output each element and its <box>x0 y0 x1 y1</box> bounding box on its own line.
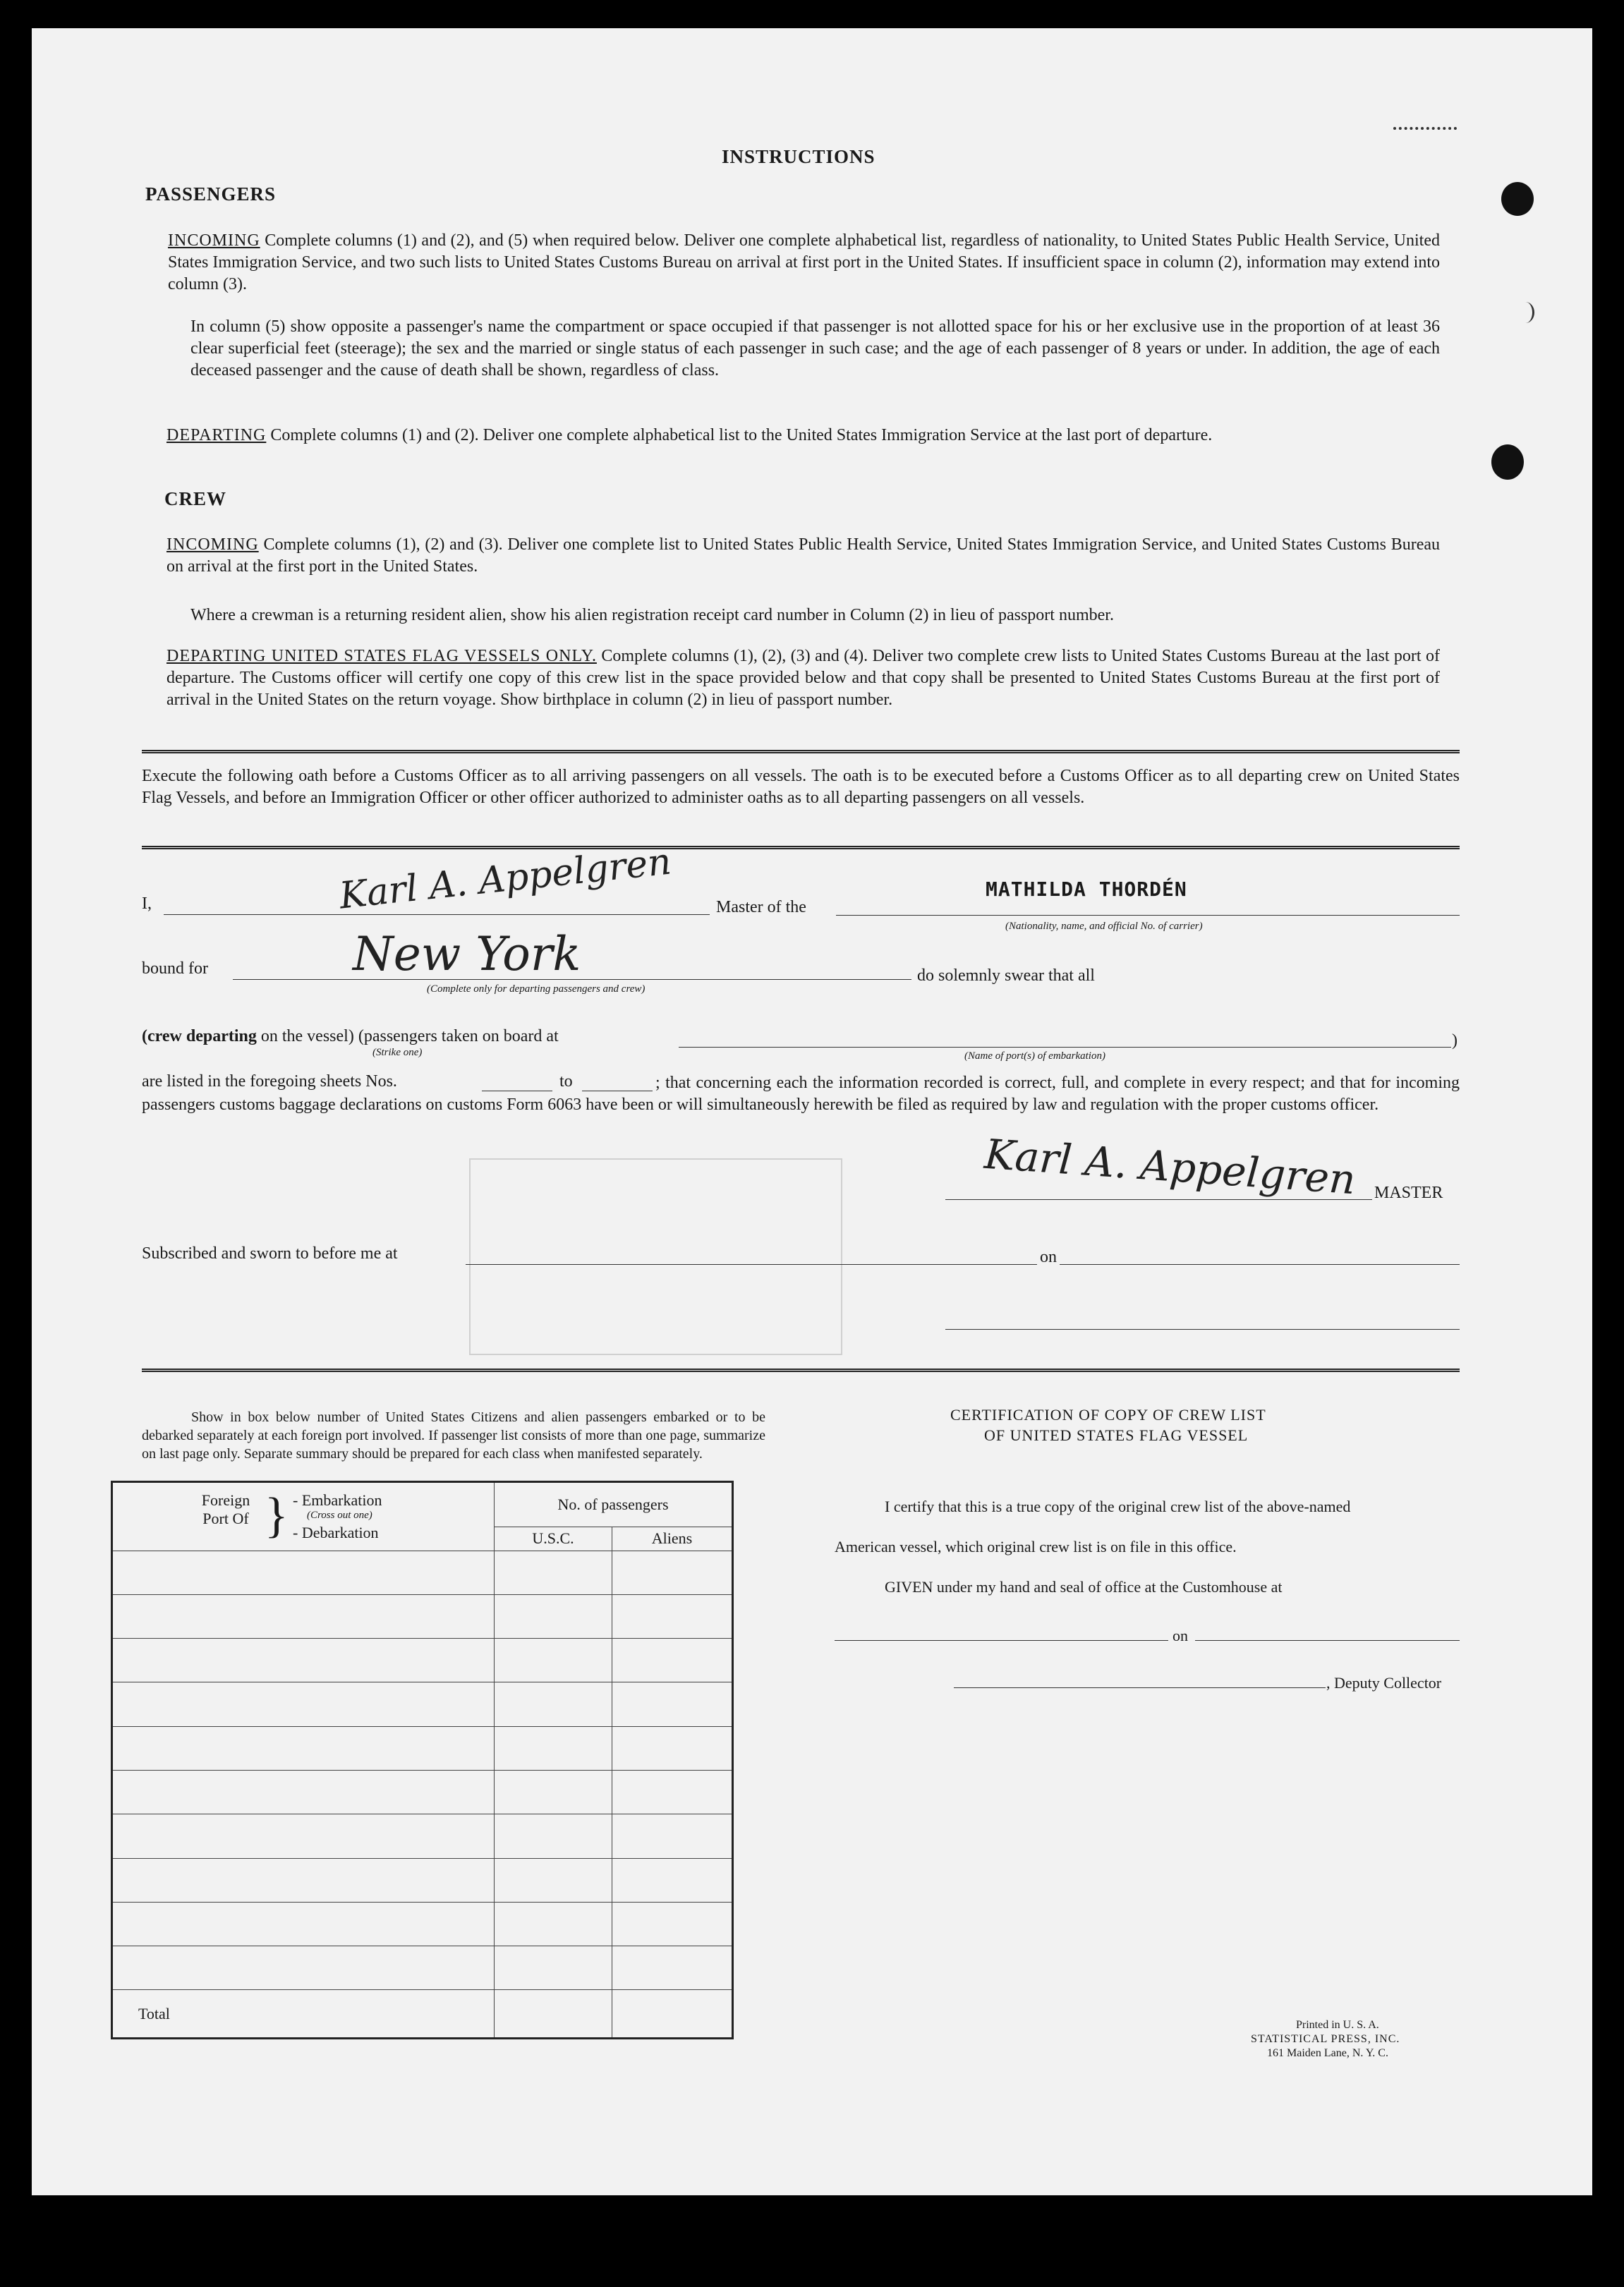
crew-departing-body: Complete columns (1), (2), (3) and (4). Deliver two complete crew lists to United States Customs Bureau at the last port of departure. The Customs officer will certify one copy of this crew list in the space provided below and that copy shall be presented to United States Customs Bureau at the first port of arrival in the United States on the return voyage. Show birthplace in column (2) in lieu of passport number. <box>166 647 1441 709</box>
port-cell[interactable] <box>112 1858 495 1902</box>
certification-line-1: I certify that this is a true copy of the original crew list of the above-named <box>885 1498 1351 1515</box>
vessel-caption: (Nationality, name, and official No. of carrier) <box>1005 921 1203 932</box>
oath-intro-text: Execute the following oath before a Customs Officer as to all arriving passengers on all vessels. The oath is to be executed before a Customs Officer as to all departing crew on United States Flag Vessels, and before an Immigration Officer or other officer authorized to administer oaths as to all departing passengers on all vessels. <box>142 767 1460 807</box>
debarkation-label: - Debarkation <box>293 1524 379 1541</box>
port-cell[interactable] <box>112 1639 495 1682</box>
aliens-cell[interactable] <box>612 1639 733 1682</box>
certification-title-1: CERTIFICATION OF COPY OF CREW LIST <box>950 1406 1266 1424</box>
aliens-cell[interactable] <box>612 1682 733 1726</box>
foreign-port-header <box>112 1482 495 1551</box>
departing-flag-label: DEPARTING UNITED STATES FLAG VESSELS ONLY. <box>166 647 597 665</box>
printer-line-3: 161 Maiden Lane, N. Y. C. <box>1267 2047 1388 2059</box>
no-passengers-header: No. of passengers <box>495 1482 733 1527</box>
aliens-header: Aliens <box>612 1527 733 1551</box>
total-label: Total <box>112 1990 495 2039</box>
edge-speck <box>1393 127 1457 134</box>
section-divider <box>142 1369 1460 1372</box>
bound-for-label: bound for <box>142 959 208 978</box>
usc-cell[interactable] <box>495 1902 612 1946</box>
certification-date-field[interactable] <box>1195 1640 1460 1641</box>
incoming-label: INCOMING <box>168 231 260 250</box>
passenger-summary-table <box>111 1481 734 2039</box>
strike-one-caption: (Strike one) <box>372 1047 423 1058</box>
sworn-on-label: on <box>1040 1248 1057 1266</box>
port-cell[interactable] <box>112 1726 495 1770</box>
aliens-cell[interactable] <box>612 1858 733 1902</box>
master-signature-2: Karl A. Appelgren <box>983 1129 1357 1204</box>
port-cell[interactable] <box>112 1814 495 1858</box>
ink-blot <box>1501 182 1534 216</box>
vessel-field[interactable] <box>836 915 1460 916</box>
certification-line-3: GIVEN under my hand and seal of office at the Customhouse at <box>885 1578 1283 1596</box>
master-name-field[interactable] <box>164 914 710 915</box>
embarkation-label: - Embarkation <box>293 1491 382 1509</box>
page-title: INSTRUCTIONS <box>722 146 875 167</box>
destination-caption: (Complete only for departing passengers and crew) <box>427 983 646 995</box>
port-caption: (Name of port(s) of embarkation) <box>964 1050 1105 1062</box>
aliens-cell[interactable] <box>612 1814 733 1858</box>
master-signature-line <box>945 1199 1372 1200</box>
crew-resident-text: Where a crewman is a returning resident alien, show his alien registration receipt card number in Column (2) in lieu of passport number. <box>190 606 1114 624</box>
officer-signature-field[interactable] <box>945 1329 1460 1330</box>
crew-incoming-body: Complete columns (1), (2) and (3). Deliver one complete list to United States Public Health Service, United States Immigration Service, and United States Customs Bureau on arrival at the first port in the United States. <box>166 535 1441 576</box>
port-cell[interactable] <box>112 1770 495 1814</box>
master-label: MASTER <box>1374 1184 1443 1202</box>
sheet-to-label: to <box>559 1072 573 1091</box>
crew-heading: CREW <box>164 488 227 509</box>
passengers-incoming-text <box>168 230 1440 296</box>
brace-icon: } <box>265 1488 289 1543</box>
usc-cell[interactable] <box>495 1682 612 1726</box>
port-cell[interactable] <box>112 1946 495 1990</box>
destination-handwritten: New York <box>353 927 581 981</box>
usc-cell[interactable] <box>495 1551 612 1594</box>
departing-label: DEPARTING <box>166 426 267 444</box>
aliens-cell[interactable] <box>612 1726 733 1770</box>
usc-cell[interactable] <box>495 1594 612 1638</box>
aliens-total-cell[interactable] <box>612 1990 733 2039</box>
usc-cell[interactable] <box>495 1858 612 1902</box>
passengers-column5-text: In column (5) show opposite a passenger's name the compartment or space occupied if that passenger is not allotted space for his or her exclusive use in the proportion of at least 36 clear superficial feet (steerage); the sex and the married or single status of each passenger in such case; and the age of each passenger of 8 years or under. In addition, the age of each deceased passenger and the cause of death shall be shown, regardless of class. <box>190 317 1440 380</box>
passengers-heading: PASSENGERS <box>145 183 277 205</box>
section-divider <box>142 750 1460 753</box>
passengers-incoming-body: Complete columns (1) and (2), and (5) when required below. Deliver one complete alphabetical list, regardless of nationality, to United States Public Health Service, United States Immigration Service, and two such lists to United States Customs Bureau on arrival at first port in the United States. If insufficient space in column (2), information may extend into column (3). <box>168 231 1440 293</box>
port-cell[interactable] <box>112 1682 495 1726</box>
certification-line-2: American vessel, which original crew list is on file in this office. <box>835 1538 1237 1555</box>
usc-cell[interactable] <box>495 1946 612 1990</box>
printer-line-2: STATISTICAL PRESS, INC. <box>1251 2033 1400 2045</box>
close-paren: ) <box>1452 1031 1458 1050</box>
certified-text: ; that concerning each the information recorded is correct, full, and complete in every respect; and that for incoming passengers customs baggage declarations on customs Form 6063 have been or will simultaneously herewith be filed as required by law and regulation with the proper customs officer. <box>142 1074 1460 1114</box>
usc-header: U.S.C. <box>495 1527 612 1551</box>
port-cell[interactable] <box>112 1902 495 1946</box>
master-signature-1: Karl A. Appelgren <box>337 840 674 918</box>
aliens-cell[interactable] <box>612 1902 733 1946</box>
ink-blot <box>1491 444 1524 480</box>
master-of-label: Master of the <box>716 898 806 916</box>
aliens-cell[interactable] <box>612 1551 733 1594</box>
on-vessel-text: on the vessel) <box>260 1027 354 1045</box>
aliens-cell[interactable] <box>612 1946 733 1990</box>
passengers-departing-text <box>166 425 1440 447</box>
subscribed-label: Subscribed and sworn to before me at <box>142 1244 398 1263</box>
faint-stamp-impression <box>469 1158 842 1355</box>
edge-speck <box>1517 302 1534 323</box>
port-cell[interactable] <box>112 1551 495 1594</box>
embarkation-port-field[interactable] <box>679 1047 1451 1048</box>
aliens-cell[interactable] <box>612 1594 733 1638</box>
crew-incoming-label: INCOMING <box>166 535 259 554</box>
vessel-name: MATHILDA THORDÉN <box>986 878 1187 901</box>
sworn-place-field[interactable] <box>466 1264 1037 1265</box>
printer-line-1: Printed in U. S. A. <box>1296 2019 1379 2031</box>
aliens-cell[interactable] <box>612 1770 733 1814</box>
crew-departing-text <box>166 645 1440 711</box>
customhouse-field[interactable] <box>835 1640 1168 1641</box>
port-cell[interactable] <box>112 1594 495 1638</box>
usc-total-cell[interactable] <box>495 1990 612 2039</box>
listed-label: are listed in the foregoing sheets Nos. <box>142 1072 397 1091</box>
certification-title-2: OF UNITED STATES FLAG VESSEL <box>984 1426 1249 1444</box>
deputy-signature-field[interactable] <box>954 1687 1326 1688</box>
passengers-departing-body: Complete columns (1) and (2). Deliver one complete alphabetical list to the United States Immigration Service at the last port of departure. <box>270 426 1213 444</box>
cross-out-caption: (Cross out one) <box>307 1510 372 1521</box>
foreign-port-label: Foreign Port Of <box>201 1491 250 1527</box>
passengers-taken-text: (passengers taken on board at <box>358 1027 559 1045</box>
oath-i-label: I, <box>142 894 152 913</box>
sworn-date-field[interactable] <box>1060 1264 1460 1265</box>
certification-on-label: on <box>1172 1627 1188 1644</box>
section-divider <box>142 846 1460 849</box>
crew-incoming-text <box>166 534 1440 578</box>
box-instructions: Show in box below number of United States Citizens and alien passengers embarked or to be debarked separately at each foreign port involved. If passenger list consists of more than one page, summarize on last page only. Separate summary should be prepared for each class when manifested separately. <box>142 1409 765 1462</box>
crew-departing-option <box>142 1027 559 1046</box>
usc-cell[interactable] <box>495 1726 612 1770</box>
usc-cell[interactable] <box>495 1770 612 1814</box>
usc-cell[interactable] <box>495 1639 612 1682</box>
usc-cell[interactable] <box>495 1814 612 1858</box>
crew-departing-bold: (crew departing <box>142 1027 257 1045</box>
solemnly-swear-label: do solemnly swear that all <box>917 966 1095 985</box>
deputy-collector-label: , Deputy Collector <box>1326 1674 1442 1692</box>
